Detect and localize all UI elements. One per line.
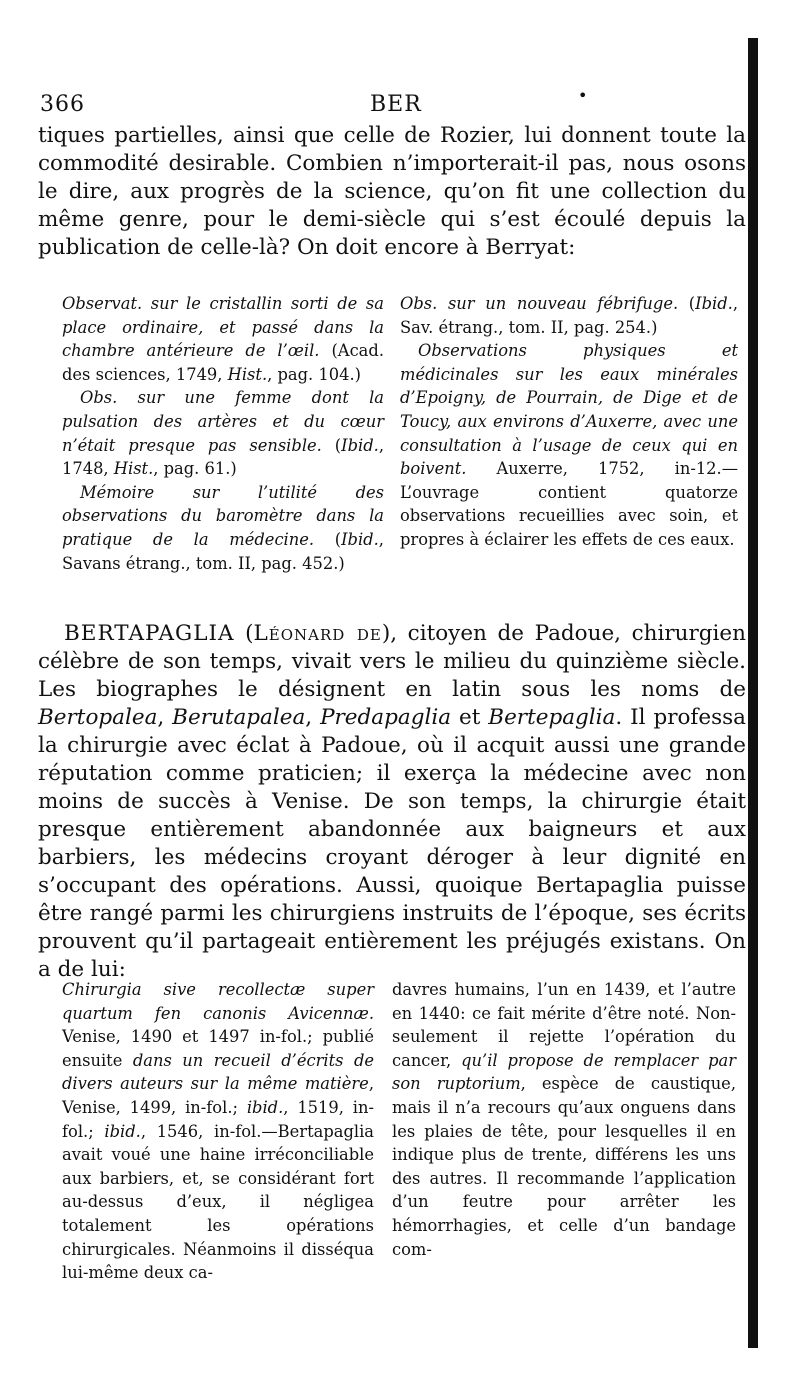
work-ref-mid: , 1748, bbox=[62, 435, 384, 479]
latin-name: Predapaglia bbox=[320, 705, 452, 730]
bertapaglia-works-left-column bbox=[62, 978, 374, 1285]
work-entry bbox=[62, 292, 384, 386]
work-ref-end: , pag. 104.) bbox=[267, 364, 361, 384]
work-ref-italic: Hist. bbox=[227, 364, 268, 384]
latin-name: Bertopalea bbox=[38, 705, 158, 730]
work-text-italic: qu’il propose de remplacer par son bbox=[392, 1050, 736, 1094]
work-title: Chirurgia sive recollectæ super quartum fen canonis Avicennæ. bbox=[62, 980, 374, 1023]
latin-name: Berutapalea bbox=[172, 705, 306, 730]
work-ref-italic: Ibid. bbox=[695, 294, 733, 313]
work-title: Observat. sur le cristallin sorti de sa place ordinaire, et passé dans la chambre antérieure de l’œil. bbox=[62, 294, 384, 361]
intro-paragraph: tiques partielles, ainsi que celle de Rozier, lui donnent toute la commodité desirable. Combien n’importerait-il pas, nous osons le dire, aux progrès de la science, qu’on fit une collection du même genre, pour le demi-siècle qui s’est écoulé depuis la publication de celle-là? On doit encore à Berryat: bbox=[38, 123, 746, 260]
work-text: , 1519, in-fol.; bbox=[62, 1097, 374, 1141]
work-ref: ( bbox=[678, 294, 696, 313]
work-ref-end: , Sav. étrang., tom. II, pag. 254.) bbox=[400, 294, 739, 337]
work-text: , espèce de caustique, mais il n’a recours qu’aux onguens dans les plaies de tête, pour lesquelles il en indique plus de trente, différens les uns des autres. Il recommande l’application d’un feutre pour arrêter les hémorrhagies, et celle d’un bandage com- bbox=[392, 1074, 736, 1259]
work-title: Obs. sur un nouveau fébrifuge. bbox=[400, 294, 679, 313]
work-text-italic: ruptorium bbox=[436, 1074, 521, 1094]
work-entry bbox=[62, 481, 384, 575]
entry-headword: BERTAPAGLIA bbox=[64, 621, 235, 646]
work-continuation bbox=[392, 978, 736, 1261]
work-ref: ( bbox=[314, 529, 342, 549]
work-ref-end: Auxerre, 1752, in-12.—L’ouvrage contient quatorze observations recueillies avec soin, et propres à éclairer les effets de ces eaux. bbox=[400, 459, 738, 549]
latin-name: Bertepaglia bbox=[488, 705, 616, 730]
bertapaglia-works-right-column bbox=[392, 978, 736, 1261]
work-text: Venise, 1490 et 1497 in-fol.; publié ensuite bbox=[62, 1027, 374, 1070]
paren-close: ), bbox=[381, 621, 398, 646]
entry-text: , bbox=[305, 705, 321, 730]
page-edge-shadow bbox=[748, 38, 758, 1348]
page-number: 366 bbox=[40, 92, 85, 117]
printer-mark: • bbox=[578, 86, 589, 105]
work-entry bbox=[400, 339, 738, 551]
work-entry bbox=[62, 978, 374, 1285]
work-ref: (Acad. des sciences, 1749, bbox=[62, 341, 384, 384]
work-text-italic: ibid. bbox=[104, 1121, 141, 1141]
work-text-italic: dans un recueil d’écrits de divers auteurs sur la même matière bbox=[62, 1050, 375, 1094]
bertapaglia-entry bbox=[38, 620, 746, 984]
work-ref: ( bbox=[321, 435, 342, 455]
berryat-works-right-column bbox=[400, 292, 738, 552]
entry-text: , bbox=[157, 705, 173, 730]
entry-text: citoyen de Padoue, chirurgien célèbre de son temps, vivait vers le milieu du quinzième siècle. Les biographes le désignent en latin sous les noms de bbox=[38, 621, 746, 702]
berryat-works-left-column bbox=[62, 292, 384, 575]
work-entry bbox=[400, 292, 738, 339]
running-head: BER bbox=[370, 92, 422, 117]
work-ref-italic: Hist. bbox=[113, 459, 154, 479]
work-ref-italic: Ibid. bbox=[341, 435, 379, 455]
entry-text: . Il professa la chirurgie avec éclat à Padoue, où il acquit aussi une grande réputation comme praticien; il exerça la médecine avec non moins de succès à Venise. De son temps, la chirurgie était presque entièrement abandonnée aux baigneurs et aux barbiers, les médecins croyant déroger à leur dignité en s’occupant des opérations. Aussi, quoique Bertapaglia puisse être rangé parmi les chirurgiens instruits de l’époque, ses écrits prouvent qu’il partageait entièrement les préjugés existans. On a de lui: bbox=[38, 705, 747, 982]
work-title: Obs. sur une femme dont la pulsation des artères et du cœur n’était presque pas sensible. bbox=[62, 388, 384, 455]
work-text-italic: ibid. bbox=[246, 1097, 284, 1117]
work-title: Mémoire sur l’utilité des observations du baromètre dans la pratique de la médecine. bbox=[62, 482, 384, 549]
entry-text: et bbox=[451, 705, 489, 730]
paren-open: ( bbox=[234, 621, 254, 646]
work-ref-end: , pag. 61.) bbox=[153, 459, 237, 479]
work-entry bbox=[62, 386, 384, 480]
given-name: Léonard de bbox=[253, 621, 382, 646]
work-text: , Venise, 1499, in-fol.; bbox=[62, 1074, 374, 1117]
work-text: , 1546, in-fol.—Bertapaglia avait voué une haine irréconciliable aux barbiers, et, se considérant fort au-dessus d’eux, il négligea totalement les opérations chirurgicales. Néanmoins il disséqua lui-même deux ca- bbox=[62, 1121, 374, 1283]
work-ref-italic: Ibid. bbox=[341, 529, 379, 549]
work-ref-end: , Savans étrang., tom. II, pag. 452.) bbox=[62, 529, 384, 573]
work-text: davres humains, l’un en 1439, et l’autre en 1440: ce fait mérite d’être noté. Non-seulement il rejette l’opération du cancer, bbox=[392, 980, 736, 1070]
work-title: Observations physiques et médicinales sur les eaux minérales d’Epoigny, de Pourrain, de Dige et de Toucy, aux environs d’Auxerre, avec une consultation à l’usage de ceux qui en boivent. bbox=[400, 341, 738, 479]
